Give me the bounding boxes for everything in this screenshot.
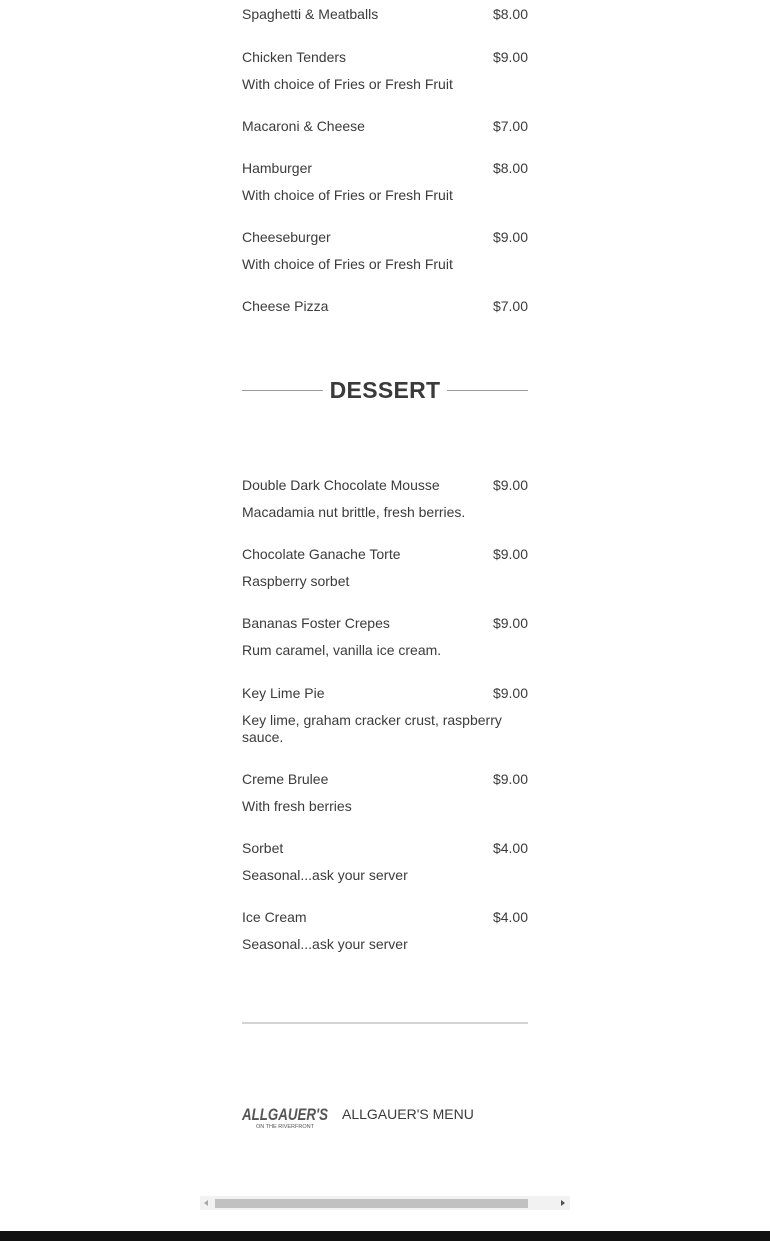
item-description: Raspberry sorbet [242, 573, 350, 589]
item-price: $9.00 [492, 229, 528, 245]
item-price: $9.00 [492, 615, 528, 631]
item-price: $8.00 [492, 160, 528, 176]
item-description: Macadamia nut brittle, fresh berries. [242, 504, 466, 520]
item-name: Chocolate Ganache Torte [242, 546, 401, 562]
item-description: Rum caramel, vanilla ice cream. [242, 642, 442, 658]
item-price: $7.00 [492, 298, 528, 314]
item-description: With fresh berries [242, 798, 352, 814]
dessert-heading [242, 372, 528, 408]
section-title: DESSERT [329, 376, 441, 403]
allgauers-logo[interactable] [242, 1103, 330, 1131]
item-price: $9.00 [492, 771, 528, 787]
item-name: Hamburger [242, 160, 313, 176]
item-name: Macaroni & Cheese [242, 118, 365, 134]
item-price: $9.00 [492, 685, 528, 701]
horizontal-scrollbar[interactable] [200, 1196, 570, 1210]
item-name: Cheese Pizza [242, 298, 329, 314]
item-name: Spaghetti & Meatballs [242, 6, 379, 22]
item-description: With choice of Fries or Fresh Fruit [242, 187, 453, 203]
menu-link[interactable]: ALLGAUER'S MENU [342, 1106, 474, 1122]
item-description: With choice of Fries or Fresh Fruit [242, 256, 453, 272]
item-name: Creme Brulee [242, 771, 329, 787]
item-price: $9.00 [492, 546, 528, 562]
item-name: Ice Cream [242, 909, 307, 925]
scrollbar-thumb[interactable] [215, 1199, 528, 1208]
scroll-right-arrow-icon[interactable] [561, 1200, 565, 1206]
item-name: Bananas Foster Crepes [242, 615, 390, 631]
heading-rule-right [447, 390, 528, 391]
bottom-bar [0, 1231, 770, 1241]
item-price: $9.00 [492, 49, 528, 65]
item-name: Sorbet [242, 840, 284, 856]
item-price: $4.00 [492, 909, 528, 925]
item-description: With choice of Fries or Fresh Fruit [242, 76, 453, 92]
item-price: $9.00 [492, 477, 528, 493]
item-name: Double Dark Chocolate Mousse [242, 477, 440, 493]
section-divider [242, 1022, 528, 1024]
item-price: $7.00 [492, 118, 528, 134]
heading-rule-left [242, 390, 323, 391]
scroll-left-arrow-icon[interactable] [204, 1200, 208, 1206]
item-name: Cheeseburger [242, 229, 331, 245]
logo-wordmark: ALLGAUER'S [241, 1105, 329, 1124]
item-description: Seasonal...ask your server [242, 936, 408, 952]
item-description: Key lime, graham cracker crust, raspberry sauce. [242, 712, 502, 745]
item-name: Key Lime Pie [242, 685, 325, 701]
item-name: Chicken Tenders [242, 49, 347, 65]
item-price: $8.00 [492, 6, 528, 22]
item-price: $4.00 [492, 840, 528, 856]
item-description: Seasonal...ask your server [242, 867, 408, 883]
logo-tagline: ON THE RIVERFRONT [256, 1124, 314, 1130]
